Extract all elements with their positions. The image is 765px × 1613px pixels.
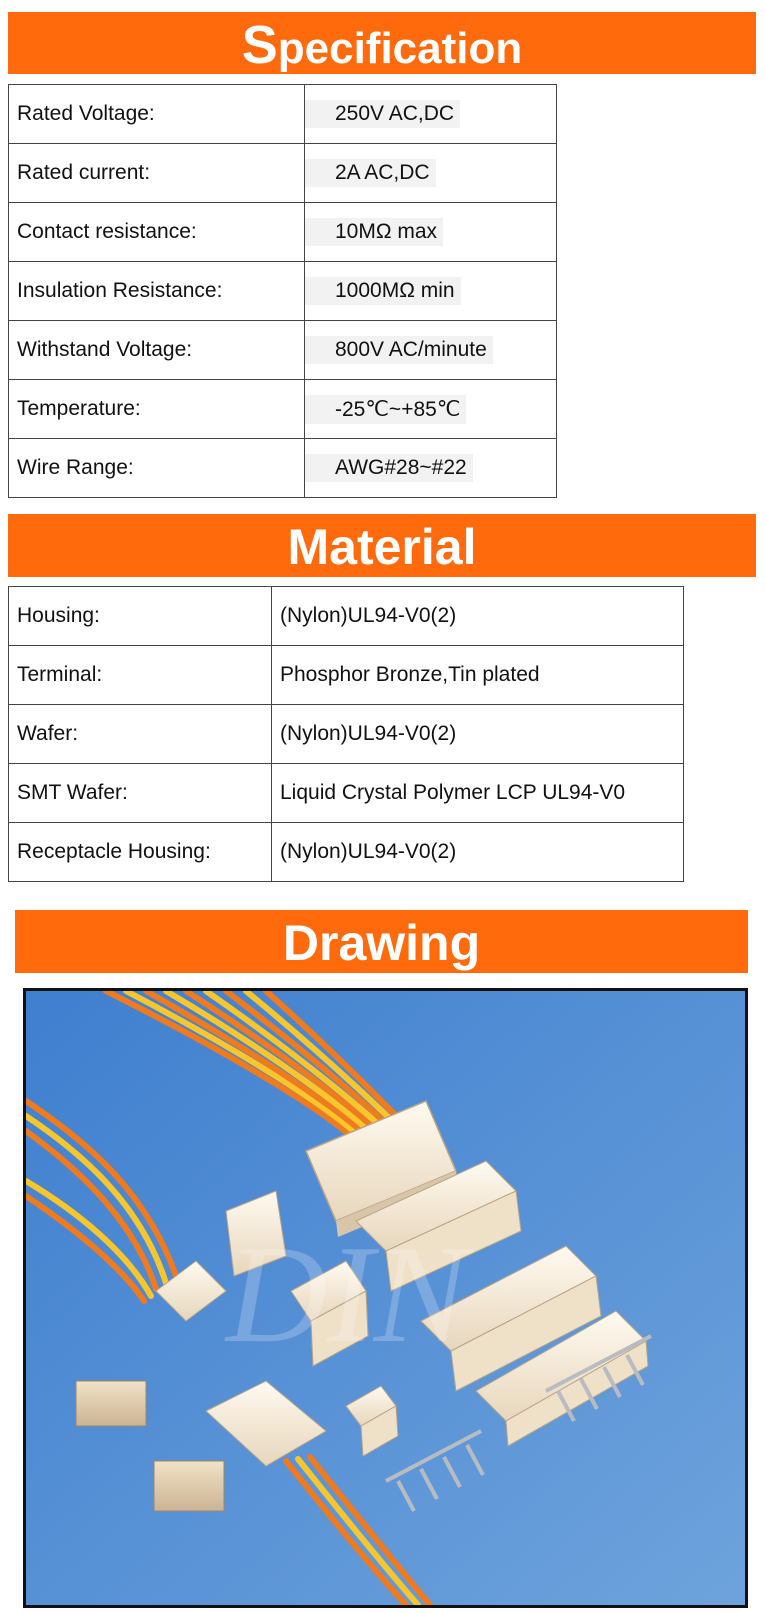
row-label: Wafer: <box>9 705 272 764</box>
table-row <box>9 587 684 646</box>
specification-table <box>8 84 557 498</box>
row-value-cell <box>305 262 557 321</box>
row-value-cell: (Nylon)UL94-V0(2) <box>272 705 684 764</box>
row-value: 10MΩ max <box>305 218 443 246</box>
row-value: 2A AC,DC <box>305 159 436 187</box>
table-row <box>9 439 557 498</box>
table-row <box>9 262 557 321</box>
row-label: Wire Range: <box>9 439 305 498</box>
table-row <box>9 85 557 144</box>
table-row <box>9 823 684 882</box>
specification-title-cap: S <box>241 15 278 75</box>
drawing-title: Drawing <box>282 915 481 971</box>
row-label: Withstand Voltage: <box>9 321 305 380</box>
specification-title-rest: pecification <box>277 24 523 73</box>
table-row <box>9 321 557 380</box>
row-value-cell <box>305 85 557 144</box>
row-label: Contact resistance: <box>9 203 305 262</box>
table-row <box>9 380 557 439</box>
material-table <box>8 586 684 882</box>
row-value-cell: (Nylon)UL94-V0(2) <box>272 823 684 882</box>
table-row <box>9 203 557 262</box>
specification-title <box>8 12 756 82</box>
row-value-cell: (Nylon)UL94-V0(2) <box>272 587 684 646</box>
material-title: Material <box>287 519 477 575</box>
row-label: Temperature: <box>9 380 305 439</box>
row-value: AWG#28~#22 <box>305 454 473 482</box>
row-value-cell <box>305 321 557 380</box>
material-banner <box>8 514 756 577</box>
smt-wafer-a <box>76 1381 146 1426</box>
row-label: Rated current: <box>9 144 305 203</box>
row-label: Rated Voltage: <box>9 85 305 144</box>
row-value-cell <box>305 439 557 498</box>
row-value-cell: Phosphor Bronze,Tin plated <box>272 646 684 705</box>
product-photo <box>23 988 748 1608</box>
row-value: 800V AC/minute <box>305 336 493 364</box>
table-row <box>9 764 684 823</box>
row-value-cell <box>305 380 557 439</box>
specification-banner <box>8 12 756 74</box>
row-value-cell <box>305 203 557 262</box>
table-row <box>9 646 684 705</box>
row-value: 1000MΩ min <box>305 277 461 305</box>
row-value-cell: Liquid Crystal Polymer LCP UL94-V0 <box>272 764 684 823</box>
smt-wafer-b <box>154 1461 224 1511</box>
row-value: 250V AC,DC <box>305 100 460 128</box>
row-label: Housing: <box>9 587 272 646</box>
photo-watermark: DIN <box>226 1217 468 1372</box>
row-label: Insulation Resistance: <box>9 262 305 321</box>
row-label: Receptacle Housing: <box>9 823 272 882</box>
table-row <box>9 705 684 764</box>
connector-illustration <box>26 991 745 1605</box>
row-value: -25℃~+85℃ <box>305 395 466 424</box>
table-row <box>9 144 557 203</box>
drawing-banner <box>15 910 748 973</box>
row-label: Terminal: <box>9 646 272 705</box>
row-value-cell <box>305 144 557 203</box>
row-label: SMT Wafer: <box>9 764 272 823</box>
